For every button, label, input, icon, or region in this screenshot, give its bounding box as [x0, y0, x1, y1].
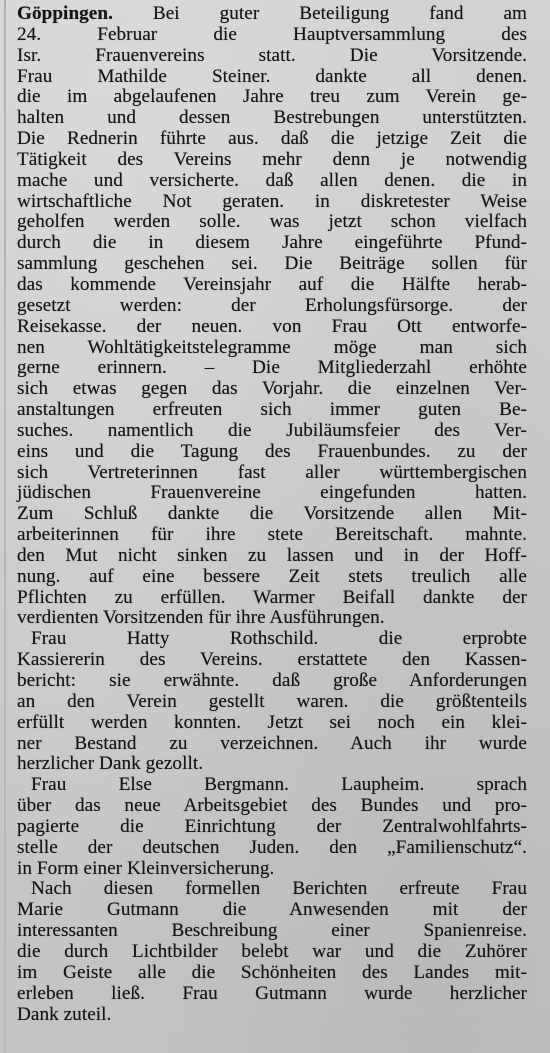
- article-line: pagierte die Einrichtung der Zentralwohlfahrts-: [17, 815, 527, 837]
- article-line: Tätigkeit des Vereins mehr denn je notwendig: [17, 148, 527, 170]
- article-line: nen Wohltätigkeitstelegramme möge man sich: [17, 336, 527, 358]
- article-line: sich etwas gegen das Vorjahr. die einzelnen Ver-: [17, 378, 527, 400]
- article-line: die durch Lichtbilder belebt war und die Zuhörer: [17, 940, 527, 962]
- article-line: Die Rednerin führte aus. daß die jetzige Zeit die: [17, 128, 527, 150]
- article-line: sammlung geschehen sei. Die Beiträge sollen für: [17, 253, 527, 275]
- article-line: Pflichten zu erfüllen. Warmer Beifall dankte der: [17, 586, 527, 608]
- article-line: interessanten Beschreibung einer Spanienreise.: [17, 920, 527, 942]
- article-line: sich Vertreterinnen fast aller württembergischen: [17, 461, 527, 483]
- article-line: halten und dessen Bestrebungen unterstützten.: [17, 107, 527, 129]
- article-column: [17, 4, 527, 1025]
- article-line: Reisekasse. der neuen. von Frau Ott entworfe-: [17, 315, 527, 337]
- article-line: mache und versicherte. daß allen denen. die in: [17, 169, 527, 191]
- article-line: verdienten Vorsitzenden für ihre Ausführungen.: [17, 607, 385, 629]
- article-line: Dank zuteil.: [17, 1003, 112, 1025]
- article-line: die im abgelaufenen Jahre treu zum Verein ge-: [17, 86, 527, 108]
- article-line: arbeiterinnen für ihre stete Bereitschaft. mahnte.: [17, 524, 527, 546]
- article-line: erfüllt werden konnten. Jetzt sei noch ein klei-: [17, 711, 527, 733]
- article-line: Frau Else Bergmann. Laupheim. sprach: [31, 774, 527, 796]
- dateline-place: Göppingen.: [17, 3, 113, 24]
- article-line: anstaltungen erfreuten sich immer guten Be-: [17, 399, 527, 421]
- article-line: 24. Februar die Hauptversammlung des: [17, 23, 527, 45]
- article-line: Isr. Frauenvereins statt. Die Vorsitzende.: [17, 44, 527, 66]
- article-line: stelle der deutschen Juden. den „Familienschutz“.: [17, 836, 527, 858]
- column-edge-shadow: [4, 0, 6, 1053]
- article-line: Marie Gutmann die Anwesenden mit der: [17, 899, 527, 921]
- article-line: herzlicher Dank gezollt.: [17, 753, 204, 775]
- article-line: Frau Mathilde Steiner. dankte all denen.: [17, 65, 527, 87]
- article-line: im Geiste alle die Schönheiten des Landes mit-: [17, 961, 527, 983]
- article-line: bericht: sie erwähnte. daß große Anforderungen: [17, 670, 527, 691]
- article-line: in Form einer Kleinversicherung.: [17, 857, 275, 879]
- article-line: das kommende Vereinsjahr auf die Hälfte herab-: [17, 273, 527, 295]
- article-line: Nach diesen formellen Berichten erfreute Frau: [31, 878, 527, 900]
- article-line: gerne erinnern. – Die Mitgliederzahl erhöhte: [17, 357, 527, 379]
- article-line: an den Verein gestellt waren. die größtenteils: [17, 690, 527, 712]
- article-line: über das neue Arbeitsgebiet des Bundes und pro-: [17, 795, 527, 817]
- article-line: Frau Hatty Rothschild. die erprobte: [31, 628, 527, 650]
- article-line: gesetzt werden: der Erholungsfürsorge. der: [17, 294, 527, 316]
- article-line: suches. namentlich die Jubiläumsfeier des Ver-: [17, 419, 527, 441]
- article-line: Kassiererin des Vereins. erstattete den Kassen-: [17, 649, 527, 671]
- article-line-rest: Bei guter Beteiligung fand am: [112, 3, 527, 24]
- article-line: den Mut nicht sinken zu lassen und in der Hoff-: [17, 544, 527, 566]
- article-line: eins und die Tagung des Frauenbundes. zu der: [17, 440, 527, 462]
- article-line: Zum Schluß dankte die Vorsitzende allen Mit-: [17, 503, 527, 525]
- article-line: geholfen werden solle. was jetzt schon vielfach: [17, 211, 527, 233]
- article-line: erleben ließ. Frau Gutmann wurde herzlicher: [17, 982, 527, 1004]
- article-line: [17, 4, 527, 25]
- article-line: wirtschaftliche Not geraten. in diskretester Weise: [17, 190, 527, 212]
- article-line: jüdischen Frauenvereine eingefunden hatten.: [17, 482, 527, 504]
- article-line: nung. auf eine bessere Zeit stets treulich alle: [17, 565, 527, 587]
- article-line: ner Bestand zu verzeichnen. Auch ihr wurde: [17, 732, 527, 754]
- article-line: durch die in diesem Jahre eingeführte Pfund-: [17, 232, 527, 254]
